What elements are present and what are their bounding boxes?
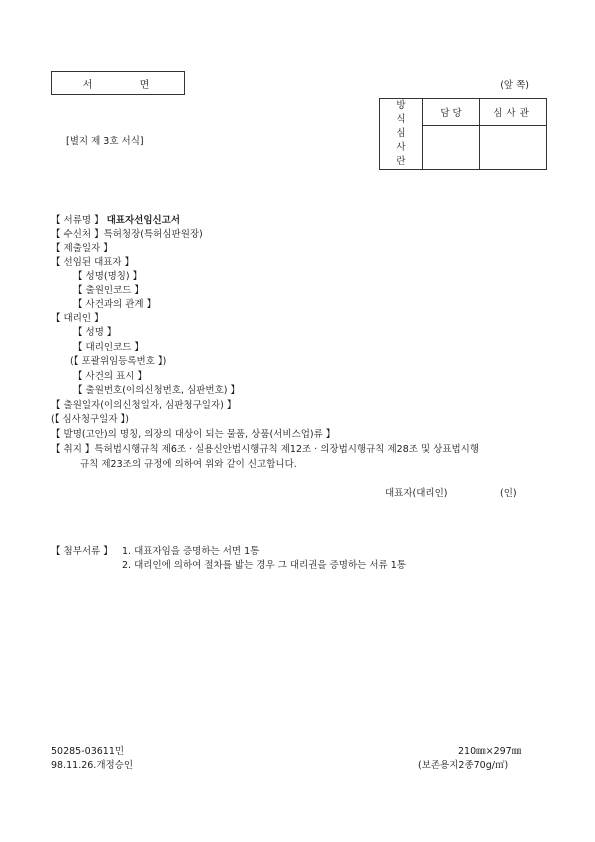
approval-col-examiner: 심사관 [480,99,547,126]
doc-name-value: 대표자선임신고서 [106,215,181,226]
approval-col-officer: 담 당 [423,99,480,126]
app-number-field: 【 출원번호(이의신청번호, 심판번호) 】 [73,385,240,396]
form-number: [별지 제 3호 서식] [66,136,144,147]
appointed-rep-field: 【 선임된 대표자 】 [51,257,135,268]
attachment-item-2: 2. 대리인에 의하여 절차를 밟는 경우 그 대리권을 증명하는 서류 1통 [122,560,406,571]
doc-name-label: 【 서류명 】 [51,215,104,226]
approval-examiner-sign-box[interactable] [480,126,547,170]
side-label: (앞 쪽) [500,80,529,91]
approval-char: 란 [396,156,406,167]
app-date-field: 【 출원일자(이의신청일자, 심판청구일자) 】 [51,400,237,411]
footer-approval-date: 98.11.26.개정승인 [51,760,134,771]
purpose-line-1: 【 취지 】특허법시행규칙 제6조 · 실용신안법시행규칙 제12조 · 의장법시행규칙 제28조 및 상표법시행 [51,444,480,455]
signer-label: 대표자(대리인) [385,488,448,499]
form-type-box [51,71,185,95]
footer-paper-type: (보존용지2종70g/㎡) [418,760,509,771]
seal-mark: (인) [500,488,517,499]
agent-name-field: 【 성명 】 [73,327,117,338]
exam-request-date-field: (【 심사청구일자 】) [51,414,130,425]
approval-table [379,98,547,170]
recipient-field: 【 수신처 】특허청장(특허심판원장) [51,229,203,240]
rep-applicant-code-field: 【 출원인코드 】 [73,285,144,296]
form-type-label: 서 면 [82,79,172,91]
purpose-line-2: 규칙 제23조의 규정에 의하여 위와 같이 신고합니다. [80,459,297,470]
approval-char: 방 [396,100,406,111]
submit-date-field: 【 제출일자 】 [51,243,113,254]
approval-row-label [380,99,423,170]
rep-relation-field: 【 사건과의 관계 】 [73,299,157,310]
attachments-label: 【 첨부서류 】 [51,546,113,557]
rep-name-field: 【 성명(명칭) 】 [73,271,143,282]
invention-name-field: 【 발명(고안)의 명칭, 의장의 대상이 되는 물품, 상품(서비스업)류 】 [51,429,336,440]
doc-name-row [51,212,180,226]
footer-paper-size: 210㎜×297㎜ [458,746,522,757]
agent-general-reg-field: (【 포괄위임등록번호 】) [70,356,167,367]
agent-field: 【 대리인 】 [51,313,104,324]
approval-char: 심 [396,128,406,139]
agent-code-field: 【 대리인코드 】 [73,342,144,353]
approval-officer-sign-box[interactable] [423,126,480,170]
case-display-field: 【 사건의 표시 】 [73,371,147,382]
approval-char: 사 [396,142,406,153]
approval-char: 식 [396,114,406,125]
footer-code: 50285-03611민 [51,746,125,757]
attachment-item-1: 1. 대표자임을 증명하는 서면 1통 [122,546,260,557]
